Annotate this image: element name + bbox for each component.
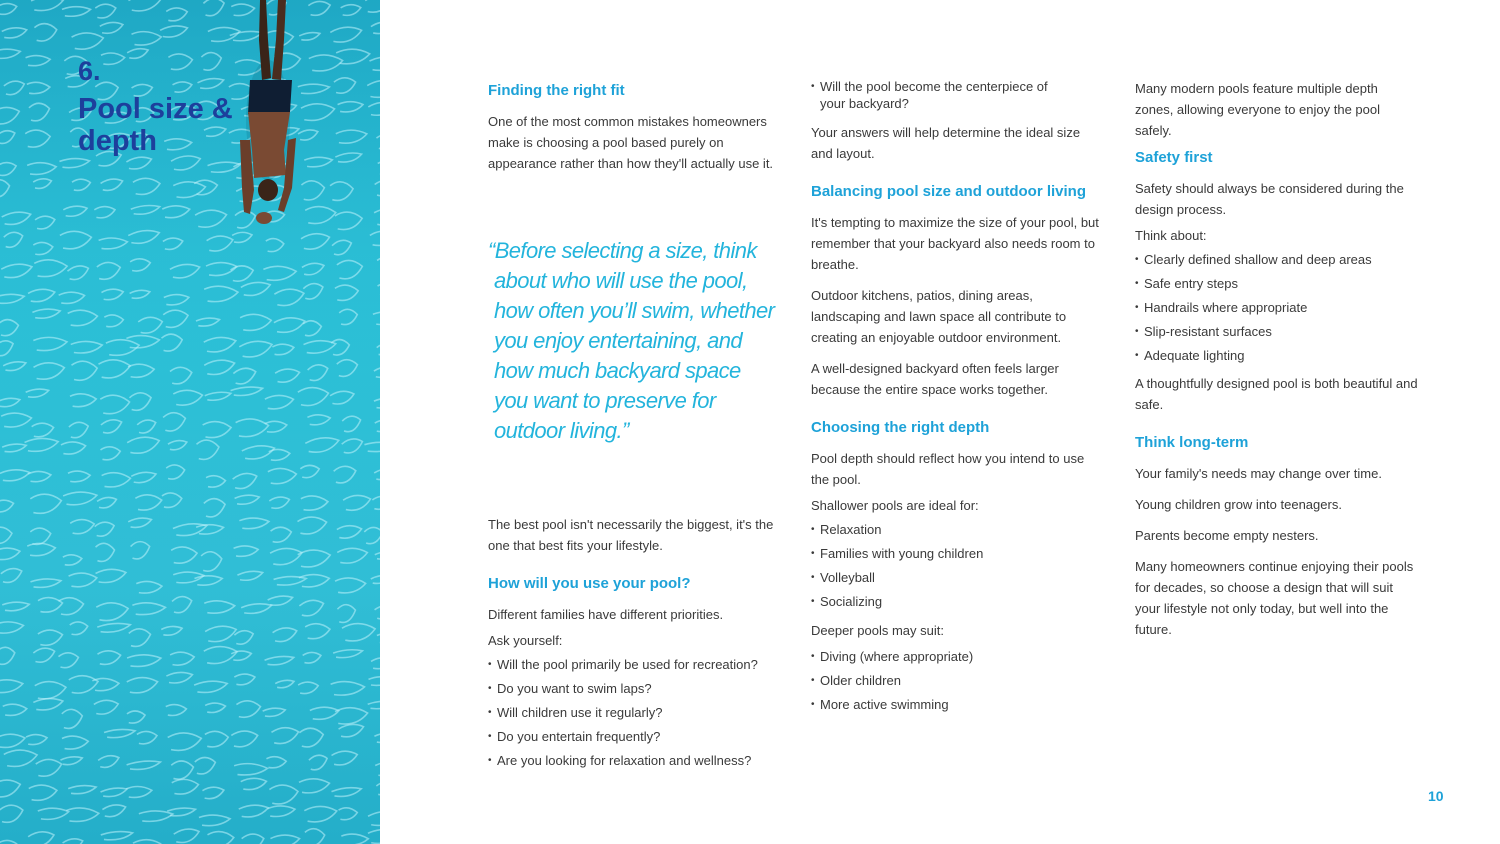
- list-item: • More active swimming: [811, 694, 1101, 715]
- list-item: • Older children: [811, 670, 1101, 691]
- paragraph-best-pool: The best pool isn't necessarily the biggest, it's the one that best fits your lifestyle.: [488, 517, 774, 553]
- paragraph-parents: Parents become empty nesters.: [1135, 528, 1319, 543]
- page-number: 10: [1428, 788, 1444, 804]
- list-item: • Do you want to swim laps?: [488, 678, 778, 699]
- list-item: • Adequate lighting: [1135, 345, 1420, 366]
- list-item: • Are you looking for relaxation and wellness?: [488, 750, 778, 771]
- paragraph-think-about: Think about:: [1135, 228, 1207, 243]
- section-number: 6.: [78, 56, 101, 86]
- paragraph-tempting: It's tempting to maximize the size of your pool, but remember that your backyard also needs room to breathe.: [811, 215, 1099, 272]
- heading-how-will-you-use: How will you use your pool?: [488, 575, 691, 592]
- list-item: • Will the pool become the centerpiece of your backyard?: [811, 78, 1071, 112]
- heading-balancing-size: Balancing pool size and outdoor living: [811, 183, 1087, 200]
- swimmer-figure: [226, 0, 306, 230]
- shallow-list: [811, 519, 1101, 612]
- heading-right-depth: Choosing the right depth: [811, 419, 990, 436]
- list-item: • Do you entertain frequently?: [488, 726, 778, 747]
- paragraph-family-needs: Your family's needs may change over time.: [1135, 466, 1382, 481]
- paragraph-young-children: Young children grow into teenagers.: [1135, 497, 1342, 512]
- question-list-continued: [811, 78, 1071, 112]
- list-item: • Relaxation: [811, 519, 1101, 540]
- question-list: [488, 654, 778, 771]
- column-2: [811, 78, 1101, 715]
- paragraph-ask-yourself: Ask yourself:: [488, 633, 563, 648]
- list-item: • Diving (where appropriate): [811, 646, 1101, 667]
- list-item: • Will the pool primarily be used for recreation?: [488, 654, 778, 675]
- paragraph-deeper: Deeper pools may suit:: [811, 623, 944, 638]
- list-item: • Socializing: [811, 591, 1101, 612]
- heading-think-long-term: Think long-term: [1135, 434, 1249, 451]
- list-item: • Will children use it regularly?: [488, 702, 778, 723]
- pool-photo: [0, 0, 380, 844]
- paragraph-outdoor-kitchens: Outdoor kitchens, patios, dining areas, landscaping and lawn space all contribute to creating an enjoyable outdoor environment.: [811, 288, 1067, 345]
- list-item: • Clearly defined shallow and deep areas: [1135, 249, 1420, 270]
- paragraph-modern-pools: Many modern pools feature multiple depth zones, allowing everyone to enjoy the pool safely.: [1135, 81, 1380, 138]
- paragraph-pool-depth: Pool depth should reflect how you intend to use the pool.: [811, 451, 1085, 487]
- deep-list: [811, 646, 1101, 715]
- list-item: • Volleyball: [811, 567, 1101, 588]
- list-item: • Slip-resistant surfaces: [1135, 321, 1420, 342]
- paragraph-common-mistakes: One of the most common mistakes homeowners make is choosing a pool based purely on appearance rather than how they'll actually use it.: [488, 114, 774, 171]
- list-item: • Handrails where appropriate: [1135, 297, 1420, 318]
- paragraph-thoughtfully: A thoughtfully designed pool is both beautiful and safe.: [1135, 376, 1418, 412]
- column-3: [1135, 78, 1420, 640]
- heading-finding-right-fit: Finding the right fit: [488, 82, 625, 99]
- paragraph-well-designed: A well-designed backyard often feels larger because the entire space works together.: [811, 361, 1059, 397]
- paragraph-answers: Your answers will help determine the ideal size and layout.: [811, 125, 1081, 161]
- paragraph-different-priorities: Different families have different priorities.: [488, 607, 724, 622]
- heading-safety-first: Safety first: [1135, 149, 1213, 166]
- paragraph-shallower: Shallower pools are ideal for:: [811, 498, 979, 513]
- safety-list: [1135, 249, 1420, 366]
- column-1: [488, 78, 778, 771]
- list-item: • Safe entry steps: [1135, 273, 1420, 294]
- section-title: Pool size & depth: [78, 93, 233, 157]
- paragraph-decades: Many homeowners continue enjoying their pools for decades, so choose a design that will suit your lifestyle not only today, but well into the future.: [1135, 559, 1414, 637]
- pull-quote: “Before selecting a size, think about who will use the pool, how often you’ll swim, whether you enjoy entertaining, and how much backyard space you want to preserve for outdoor living.”: [488, 238, 775, 443]
- paragraph-safety: Safety should always be considered during the design process.: [1135, 181, 1404, 217]
- list-item: • Families with young children: [811, 543, 1101, 564]
